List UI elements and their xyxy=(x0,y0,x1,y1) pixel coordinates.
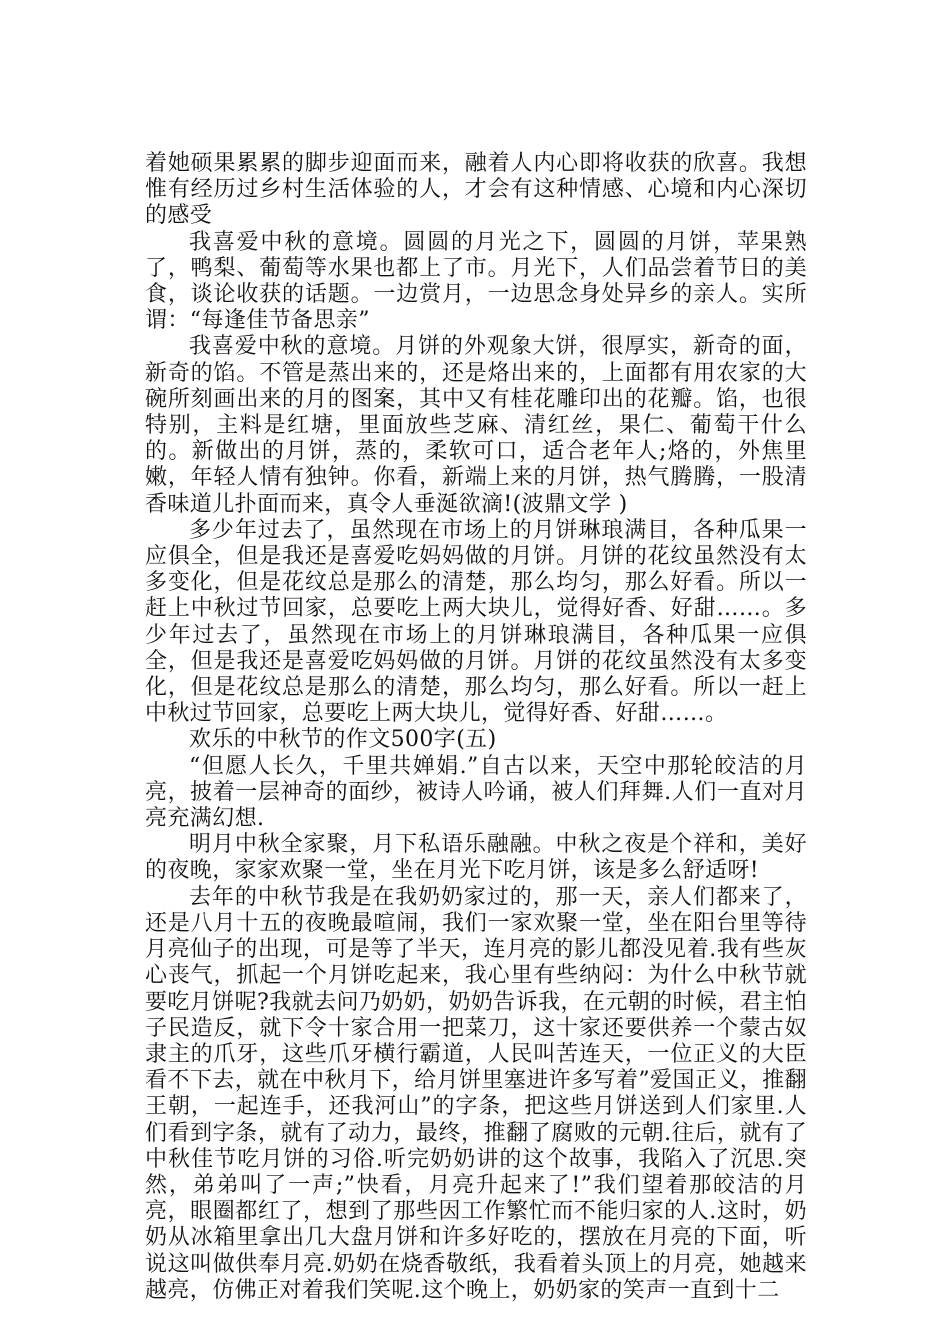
paragraph-5: “但愿人长久，千里共婵娟.”自古以来，天空中那轮皎洁的月亮，披着一层神奇的面纱，被诗人吟诵，被人们拜舞.人们一直对月亮充满幻想. xyxy=(145,753,807,832)
document-page xyxy=(145,151,807,1304)
paragraph-2: 我喜爱中秋的意境。圆圆的月光之下，圆圆的月饼，苹果熟了，鸭梨、葡萄等水果也都上了市。月光下，人们品尝着节日的美食，谈论收获的话题。一边赏月，一边思念身处异乡的亲人。实所谓：“每逢佳节备思亲” xyxy=(145,229,807,334)
paragraph-4: 多少年过去了，虽然现在市场上的月饼琳琅满目，各种瓜果一应俱全，但是我还是喜爱吃妈妈做的月饼。月饼的花纹虽然没有太多变化，但是花纹总是那么的清楚，那么均匀，那么好看。所以一赶上中秋过节回家，总要吃上两大块儿，觉得好香、好甜……。多少年过去了，虽然现在市场上的月饼琳琅满目，各种瓜果一应俱全，但是我还是喜爱吃妈妈做的月饼。月饼的花纹虽然没有太多变化，但是花纹总是那么的清楚，那么均匀，那么好看。所以一赶上中秋过节回家，总要吃上两大块儿，觉得好香、好甜……。 xyxy=(145,517,807,727)
section-heading: 欢乐的中秋节的作文500字(五) xyxy=(189,727,497,753)
paragraph-3: 我喜爱中秋的意境。月饼的外观象大饼，很厚实，新奇的面，新奇的馅。不管是蒸出来的，还是烙出来的，上面都有用农家的大碗所刻画出来的月的图案，其中又有桂花雕印出的花瓣。馅，也很特别，主料是红塘，里面放些芝麻、清红丝，果仁、葡萄干什么的。新做出的月饼，蒸的，柔软可口，适合老年人;烙的，外焦里嫩，年轻人情有独钟。你看，新端上来的月饼，热气腾腾，一股清香味道儿扑面而来，真令人垂涎欲滴!(波鼎文学 ) xyxy=(145,334,807,517)
paragraph-1: 着她硕果累累的脚步迎面而来，融着人内心即将收获的欣喜。我想惟有经历过乡村生活体验的人，才会有这种情感、心境和内心深切的感受 xyxy=(145,151,807,229)
paragraph-7: 去年的中秋节我是在我奶奶家过的，那一天，亲人们都来了，还是八月十五的夜晚最喧闹，我们一家欢聚一堂，坐在阳台里等待月亮仙子的出现，可是等了半天，连月亮的影儿都没见着.我有些灰心丧气，抓起一个月饼吃起来，我心里有些纳闷：为什么中秋节就要吃月饼呢?我就去问乃奶奶，奶奶告诉我，在元朝的时候，君主怕子民造反，就下令十家合用一把菜刀，这十家还要供养一个蒙古奴隶主的爪牙，这些爪牙横行霸道，人民叫苦连天，一位正义的大臣看不下去，就在中秋月下，给月饼里塞进许多写着”爱国正义，推翻王朝，一起连手，还我河山”的字条，把这些月饼送到人们家里.人们看到字条，就有了动力，最终，推翻了腐败的元朝.往后，就有了中秋佳节吃月饼的习俗.听完奶奶讲的这个故事，我陷入了沉思.突然，弟弟叫了一声;”快看，月亮升起来了!”我们望着那皎洁的月亮，眼圈都红了，想到了那些因工作繁忙而不能归家的人.这时，奶奶从冰箱里拿出几大盘月饼和许多好吃的，摆放在月亮的下面，听说这叫做供奉月亮.奶奶在烧香敬纸，我看着头顶上的月亮，她越来越亮，仿佛正对着我们笑呢.这个晚上，奶奶家的笑声一直到十二 xyxy=(145,884,807,1303)
paragraph-6: 明月中秋全家聚，月下私语乐融融。中秋之夜是个祥和，美好的夜晚，家家欢聚一堂，坐在月光下吃月饼，该是多么舒适呀! xyxy=(145,832,807,884)
